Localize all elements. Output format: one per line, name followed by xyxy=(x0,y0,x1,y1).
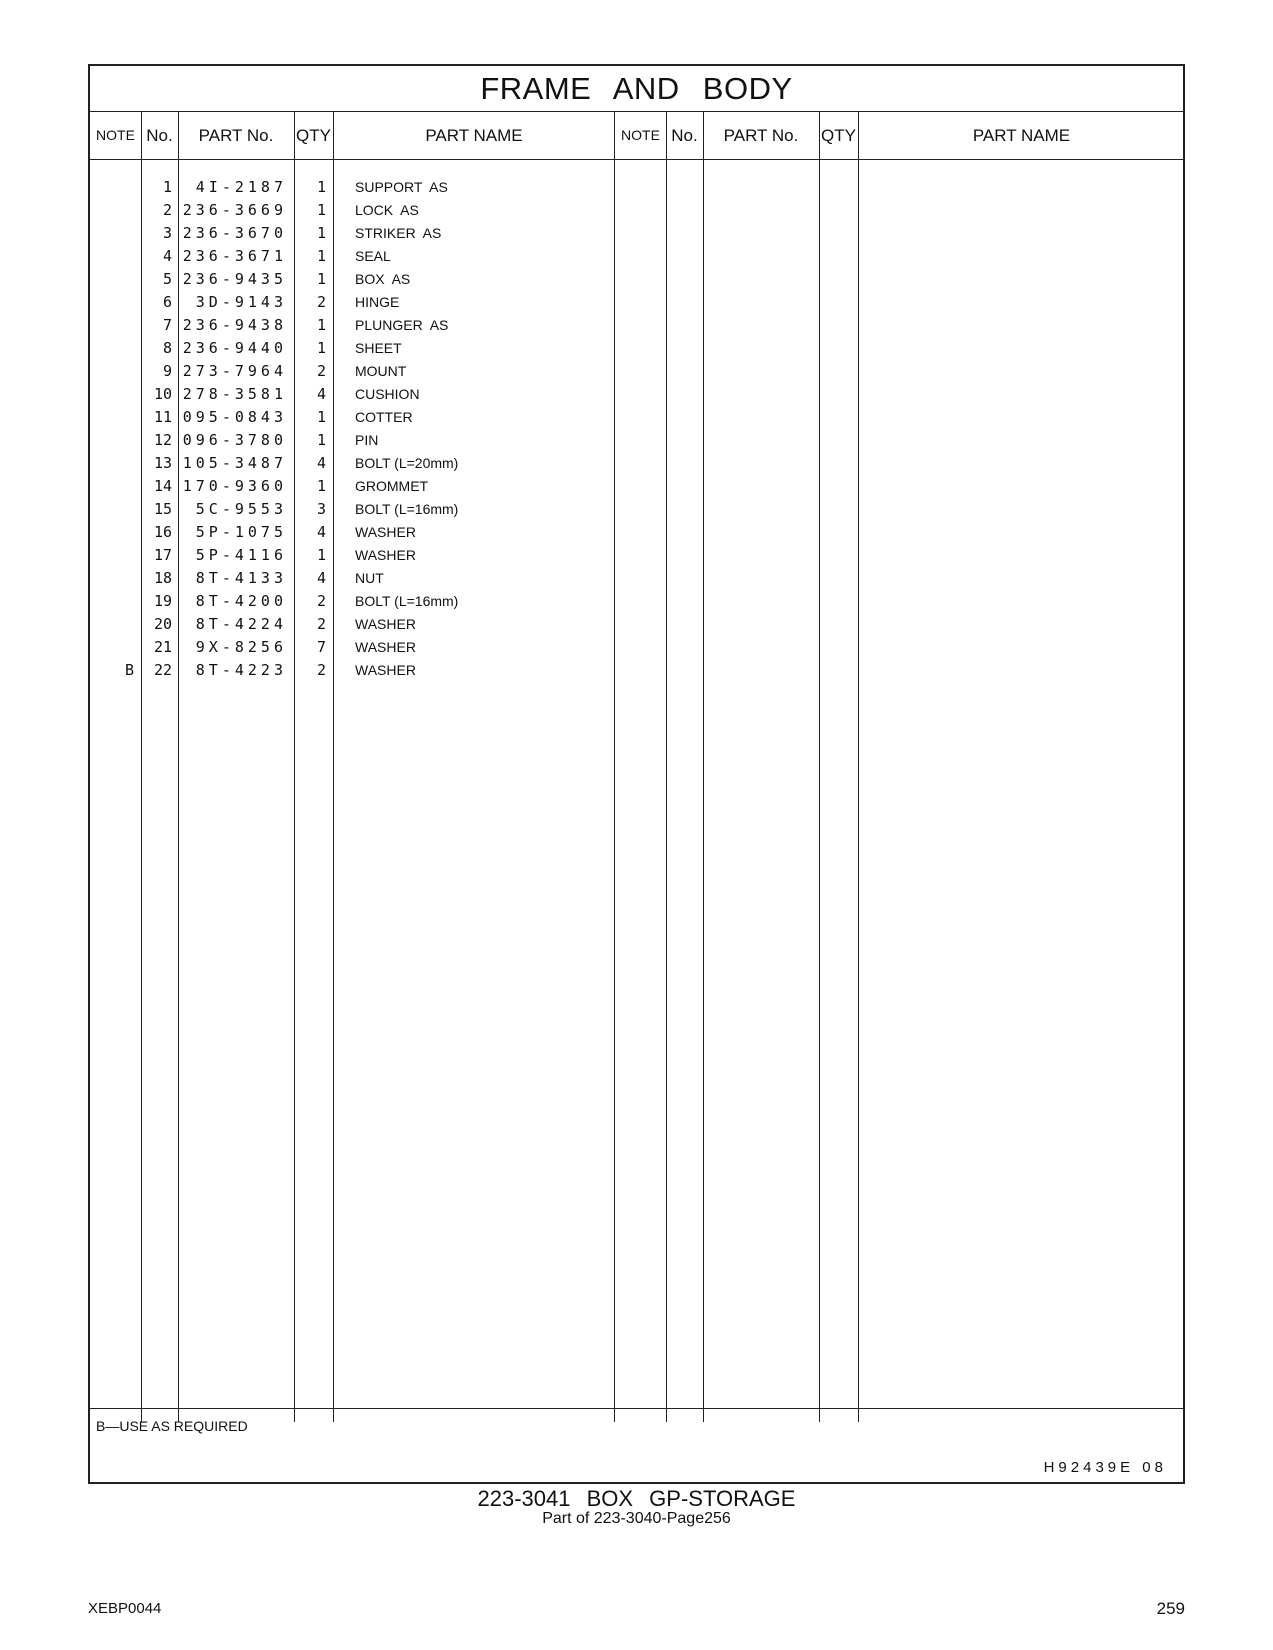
table-row xyxy=(90,429,1183,452)
row-qty: 7 xyxy=(316,638,326,656)
row-part-name: WASHER xyxy=(355,547,416,563)
row-part-no: 8T-4133 xyxy=(195,569,287,587)
row-number: 19 xyxy=(153,592,172,610)
row-part-name: SEAL xyxy=(355,248,391,264)
row-number: 15 xyxy=(153,500,172,518)
table-row xyxy=(90,383,1183,406)
table-row xyxy=(90,199,1183,222)
caption-subtitle: Part of 223-3040-Page256 xyxy=(542,1510,731,1527)
row-qty: 2 xyxy=(316,615,326,633)
page-code: XEBP0044 xyxy=(88,1600,162,1617)
row-part-name: GROMMET xyxy=(355,478,429,494)
table-row xyxy=(90,521,1183,544)
row-part-name: WASHER xyxy=(355,662,416,678)
row-part-name: SHEET xyxy=(355,340,402,356)
row-part-name: SUPPORT AS xyxy=(355,179,448,195)
parts-list-frame xyxy=(88,64,1185,1484)
row-qty: 1 xyxy=(316,339,326,357)
table-row xyxy=(90,590,1183,613)
row-qty: 2 xyxy=(316,661,326,679)
row-number: 5 xyxy=(162,270,172,288)
row-number: 20 xyxy=(153,615,172,633)
table-row xyxy=(90,314,1183,337)
row-part-name: BOX AS xyxy=(355,271,411,287)
row-part-no: 170-9360 xyxy=(182,477,287,495)
row-qty: 1 xyxy=(316,477,326,495)
table-row xyxy=(90,222,1183,245)
table-header xyxy=(90,112,1183,160)
row-number: 22 xyxy=(153,661,172,679)
caption-title: 223-3041 BOX GP-STORAGE xyxy=(477,1486,796,1511)
row-part-name: WASHER xyxy=(355,524,416,540)
row-qty: 2 xyxy=(316,293,326,311)
row-number: 14 xyxy=(153,477,172,495)
row-qty: 1 xyxy=(316,316,326,334)
row-part-no: 236-3669 xyxy=(182,201,287,219)
table-row xyxy=(90,544,1183,567)
table-row xyxy=(90,659,1183,682)
row-qty: 4 xyxy=(316,454,326,472)
row-part-no: 236-9435 xyxy=(182,270,287,288)
header-note: NOTE xyxy=(96,127,135,143)
row-note: B xyxy=(124,661,134,679)
footer-divider xyxy=(90,1408,1183,1409)
row-part-no: 236-9438 xyxy=(182,316,287,334)
row-number: 18 xyxy=(153,569,172,587)
row-qty: 1 xyxy=(316,546,326,564)
row-part-name: BOLT (L=16mm) xyxy=(355,501,459,517)
row-part-name: COTTER xyxy=(355,409,413,425)
row-number: 3 xyxy=(162,224,172,242)
table-row xyxy=(90,337,1183,360)
row-qty: 2 xyxy=(316,362,326,380)
section-title: FRAME AND BODY xyxy=(90,66,1183,112)
row-qty: 1 xyxy=(316,270,326,288)
header-part-name: PART NAME xyxy=(425,126,523,145)
row-number: 6 xyxy=(162,293,172,311)
header-part-name-right: PART NAME xyxy=(972,126,1071,145)
row-part-no: 8T-4224 xyxy=(195,615,287,633)
row-number: 13 xyxy=(153,454,172,472)
row-qty: 1 xyxy=(316,408,326,426)
row-part-no: 5C-9553 xyxy=(195,500,287,518)
row-part-name: WASHER xyxy=(355,616,416,632)
row-part-no: 236-9440 xyxy=(182,339,287,357)
row-part-no: 8T-4200 xyxy=(195,592,287,610)
row-part-name: HINGE xyxy=(355,294,400,310)
table-row xyxy=(90,291,1183,314)
row-qty: 2 xyxy=(316,592,326,610)
row-part-name: WASHER xyxy=(355,639,416,655)
row-number: 9 xyxy=(162,362,172,380)
row-part-no: 096-3780 xyxy=(182,431,287,449)
row-part-name: BOLT (L=16mm) xyxy=(355,593,459,609)
row-number: 11 xyxy=(153,408,172,426)
table-row xyxy=(90,406,1183,429)
table-row xyxy=(90,636,1183,659)
row-qty: 1 xyxy=(316,201,326,219)
row-part-no: 5P-4116 xyxy=(195,546,287,564)
table-row xyxy=(90,176,1183,199)
row-part-no: 3D-9143 xyxy=(195,293,287,311)
row-qty: 1 xyxy=(316,224,326,242)
row-qty: 1 xyxy=(316,431,326,449)
row-number: 2 xyxy=(162,201,172,219)
table-row xyxy=(90,452,1183,475)
row-qty: 4 xyxy=(316,385,326,403)
header-part-no-right: PART No. xyxy=(723,126,799,145)
footnote: B—USE AS REQUIRED xyxy=(96,1418,248,1434)
table-row xyxy=(90,360,1183,383)
row-number: 4 xyxy=(162,247,172,265)
row-part-no: 4I-2187 xyxy=(195,178,287,196)
row-number: 7 xyxy=(162,316,172,334)
header-part-no: PART No. xyxy=(198,126,274,145)
row-number: 1 xyxy=(162,178,172,196)
table-row xyxy=(90,245,1183,268)
header-note-right: NOTE xyxy=(621,127,660,143)
header-qty-right: QTY xyxy=(821,126,856,145)
row-part-name: BOLT (L=20mm) xyxy=(355,455,459,471)
document-code: H92439E 08 xyxy=(1043,1459,1167,1476)
table-row xyxy=(90,498,1183,521)
row-part-no: 9X-8256 xyxy=(195,638,287,656)
header-no-right: No. xyxy=(671,126,698,145)
row-part-no: 095-0843 xyxy=(182,408,287,426)
row-part-name: MOUNT xyxy=(355,363,407,379)
row-number: 12 xyxy=(153,431,172,449)
row-qty: 4 xyxy=(316,523,326,541)
row-part-name: LOCK AS xyxy=(355,202,419,218)
row-part-no: 236-3671 xyxy=(182,247,287,265)
row-part-name: NUT xyxy=(355,570,384,586)
page-number: 259 xyxy=(1156,1599,1185,1618)
row-part-name: PLUNGER AS xyxy=(355,317,449,333)
row-part-name: CUSHION xyxy=(355,386,420,402)
table-row xyxy=(90,567,1183,590)
table-row xyxy=(90,613,1183,636)
row-qty: 1 xyxy=(316,247,326,265)
row-number: 10 xyxy=(153,385,172,403)
row-part-no: 236-3670 xyxy=(182,224,287,242)
row-part-name: PIN xyxy=(355,432,379,448)
row-qty: 3 xyxy=(316,500,326,518)
row-part-no: 278-3581 xyxy=(182,385,287,403)
table-row xyxy=(90,268,1183,291)
row-part-name: STRIKER AS xyxy=(355,225,442,241)
row-number: 8 xyxy=(162,339,172,357)
row-part-no: 105-3487 xyxy=(182,454,287,472)
row-number: 16 xyxy=(153,523,172,541)
header-qty: QTY xyxy=(296,126,331,145)
row-part-no: 273-7964 xyxy=(182,362,287,380)
row-qty: 4 xyxy=(316,569,326,587)
table-row xyxy=(90,475,1183,498)
row-number: 17 xyxy=(153,546,172,564)
row-number: 21 xyxy=(153,638,172,656)
row-part-no: 5P-1075 xyxy=(195,523,287,541)
row-qty: 1 xyxy=(316,178,326,196)
header-no: No. xyxy=(146,126,173,145)
row-part-no: 8T-4223 xyxy=(195,661,287,679)
